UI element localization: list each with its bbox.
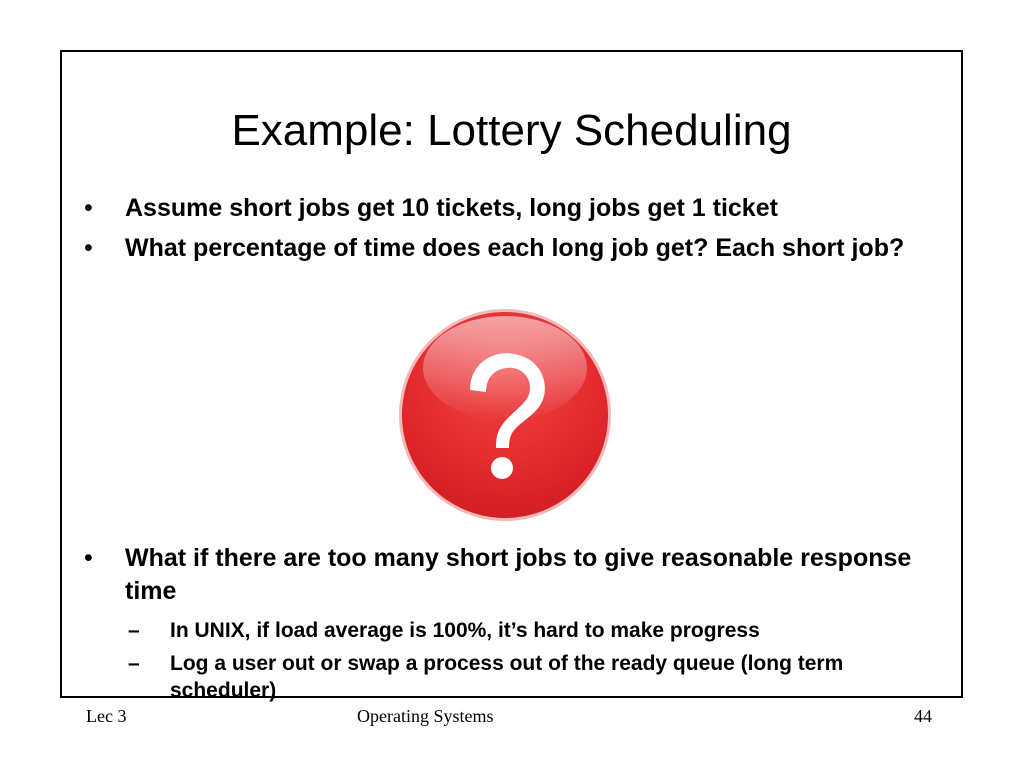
sub-bullet-text: In UNIX, if load average is 100%, it’s hard to make progress — [170, 619, 760, 642]
bullet-text: What if there are too many short jobs to give reasonable response time — [125, 544, 912, 605]
footer-page-number: 44 — [914, 706, 932, 726]
bullet-text: What percentage of time does each long job get? Each short job? — [125, 234, 905, 262]
bullet-marker: • — [84, 544, 93, 572]
sub-bullet-item — [128, 650, 928, 704]
sub-bullet-marker: – — [128, 619, 140, 642]
bullet-item — [84, 542, 944, 608]
bullet-list-top — [84, 192, 944, 272]
bullet-text: Assume short jobs get 10 tickets, long jobs get 1 ticket — [125, 194, 778, 222]
bullet-item — [84, 232, 944, 265]
bullet-item — [84, 192, 944, 225]
question-mark-icon — [398, 308, 612, 522]
bullet-list-bottom — [84, 542, 944, 615]
footer-course: Operating Systems — [357, 706, 494, 726]
sub-bullet-marker: – — [128, 652, 140, 675]
slide-title: Example: Lottery Scheduling — [231, 106, 792, 155]
sub-bullet-list — [128, 617, 928, 710]
sub-bullet-text: Log a user out or swap a process out of the ready queue (long term scheduler) — [170, 652, 844, 702]
footer-lecture: Lec 3 — [86, 706, 127, 726]
sub-bullet-item — [128, 617, 928, 644]
bullet-marker: • — [84, 234, 93, 262]
bullet-marker: • — [84, 194, 93, 222]
